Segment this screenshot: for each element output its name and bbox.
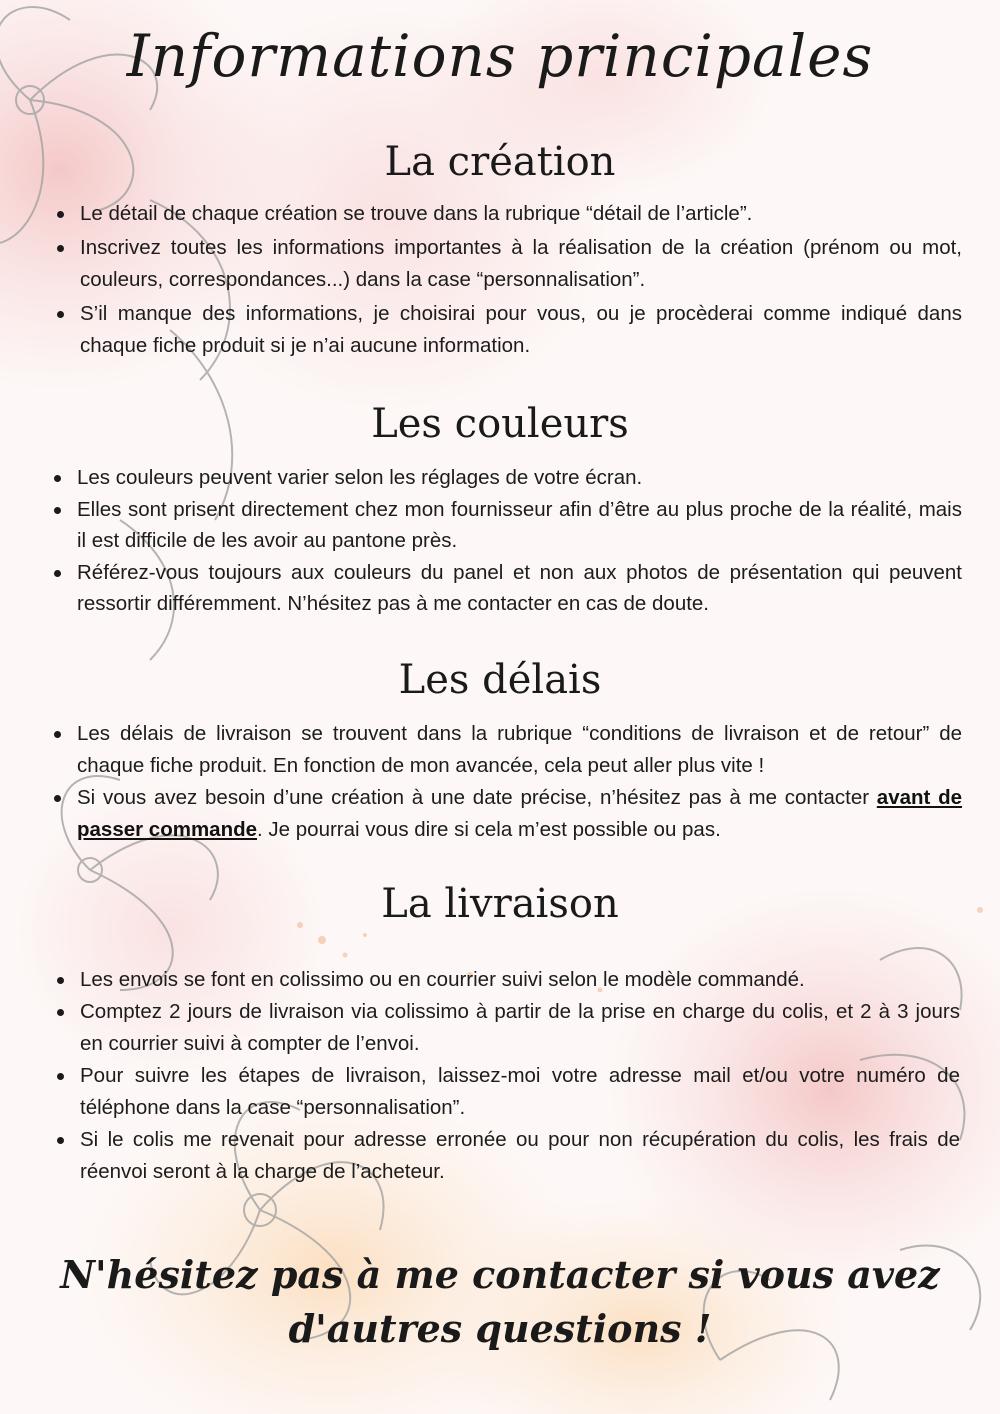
bullet-list: [77, 718, 962, 846]
list-item: Inscrivez toutes les informations importantes à la réalisation de la création (prénom ou mot, couleurs, correspondances...) dans la case “personnalisation”.: [80, 232, 962, 296]
list-item-text: Si vous avez besoin d’une création à une date précise, n’hésitez pas à me contacter: [77, 786, 877, 809]
list-item: Les couleurs peuvent varier selon les réglages de votre écran.: [77, 462, 962, 494]
list-item: Comptez 2 jours de livraison via colissimo à partir de la prise en charge du colis, et 2 à 3 jours en courrier suivi à compter de l’envoi.: [80, 996, 960, 1060]
section-delais: [0, 656, 1000, 846]
bullet-list: [80, 964, 960, 1188]
closing-message: N'hésitez pas à me contacter si vous avez d'autres questions !: [60, 1252, 940, 1351]
bullet-list: [77, 462, 962, 620]
list-item: Les délais de livraison se trouvent dans la rubrique “conditions de livraison et de retour” de chaque fiche produit. En fonction de mon avancée, cela peut aller plus vite !: [77, 718, 962, 782]
emphasis-text: avant de passer commande: [77, 786, 963, 841]
list-item: Les envois se font en colissimo ou en courrier suivi selon le modèle commandé.: [80, 964, 960, 996]
list-item: Si le colis me revenait pour adresse erronée ou pour non récupération du colis, les frais de réenvoi seront à la charge de l’acheteur.: [80, 1124, 960, 1188]
section-heading: Les couleurs: [371, 401, 629, 447]
section-livraison: [0, 880, 1000, 1188]
section-creation: [0, 138, 1000, 364]
section-heading: La création: [384, 139, 616, 185]
section-heading: Les délais: [398, 657, 602, 703]
bullet-list: [80, 198, 962, 362]
list-item: Pour suivre les étapes de livraison, laissez-moi votre adresse mail et/ou votre numéro de téléphone dans la case “personnalisation”.: [80, 1060, 960, 1124]
list-item: Le détail de chaque création se trouve dans la rubrique “détail de l’article”.: [80, 198, 962, 230]
section-heading: La livraison: [381, 881, 619, 927]
list-item: Elles sont prisent directement chez mon fournisseur afin d’être au plus proche de la réalité, mais il est difficile de les avoir au pantone près.: [77, 494, 962, 557]
section-couleurs: [0, 400, 1000, 620]
list-item: S’il manque des informations, je choisirai pour vous, ou je procèderai comme indiqué dans chaque fiche produit si je n’ai aucune information.: [80, 298, 962, 362]
list-item-text: . Je pourrai vous dire si cela m’est possible ou pas.: [257, 818, 721, 841]
page-title: Informations principales: [126, 22, 874, 90]
list-item: Référez-vous toujours aux couleurs du panel et non aux photos de présentation qui peuvent ressortir différemment. N’hésitez pas à me contacter en cas de doute.: [77, 557, 962, 620]
list-item: [77, 782, 962, 846]
